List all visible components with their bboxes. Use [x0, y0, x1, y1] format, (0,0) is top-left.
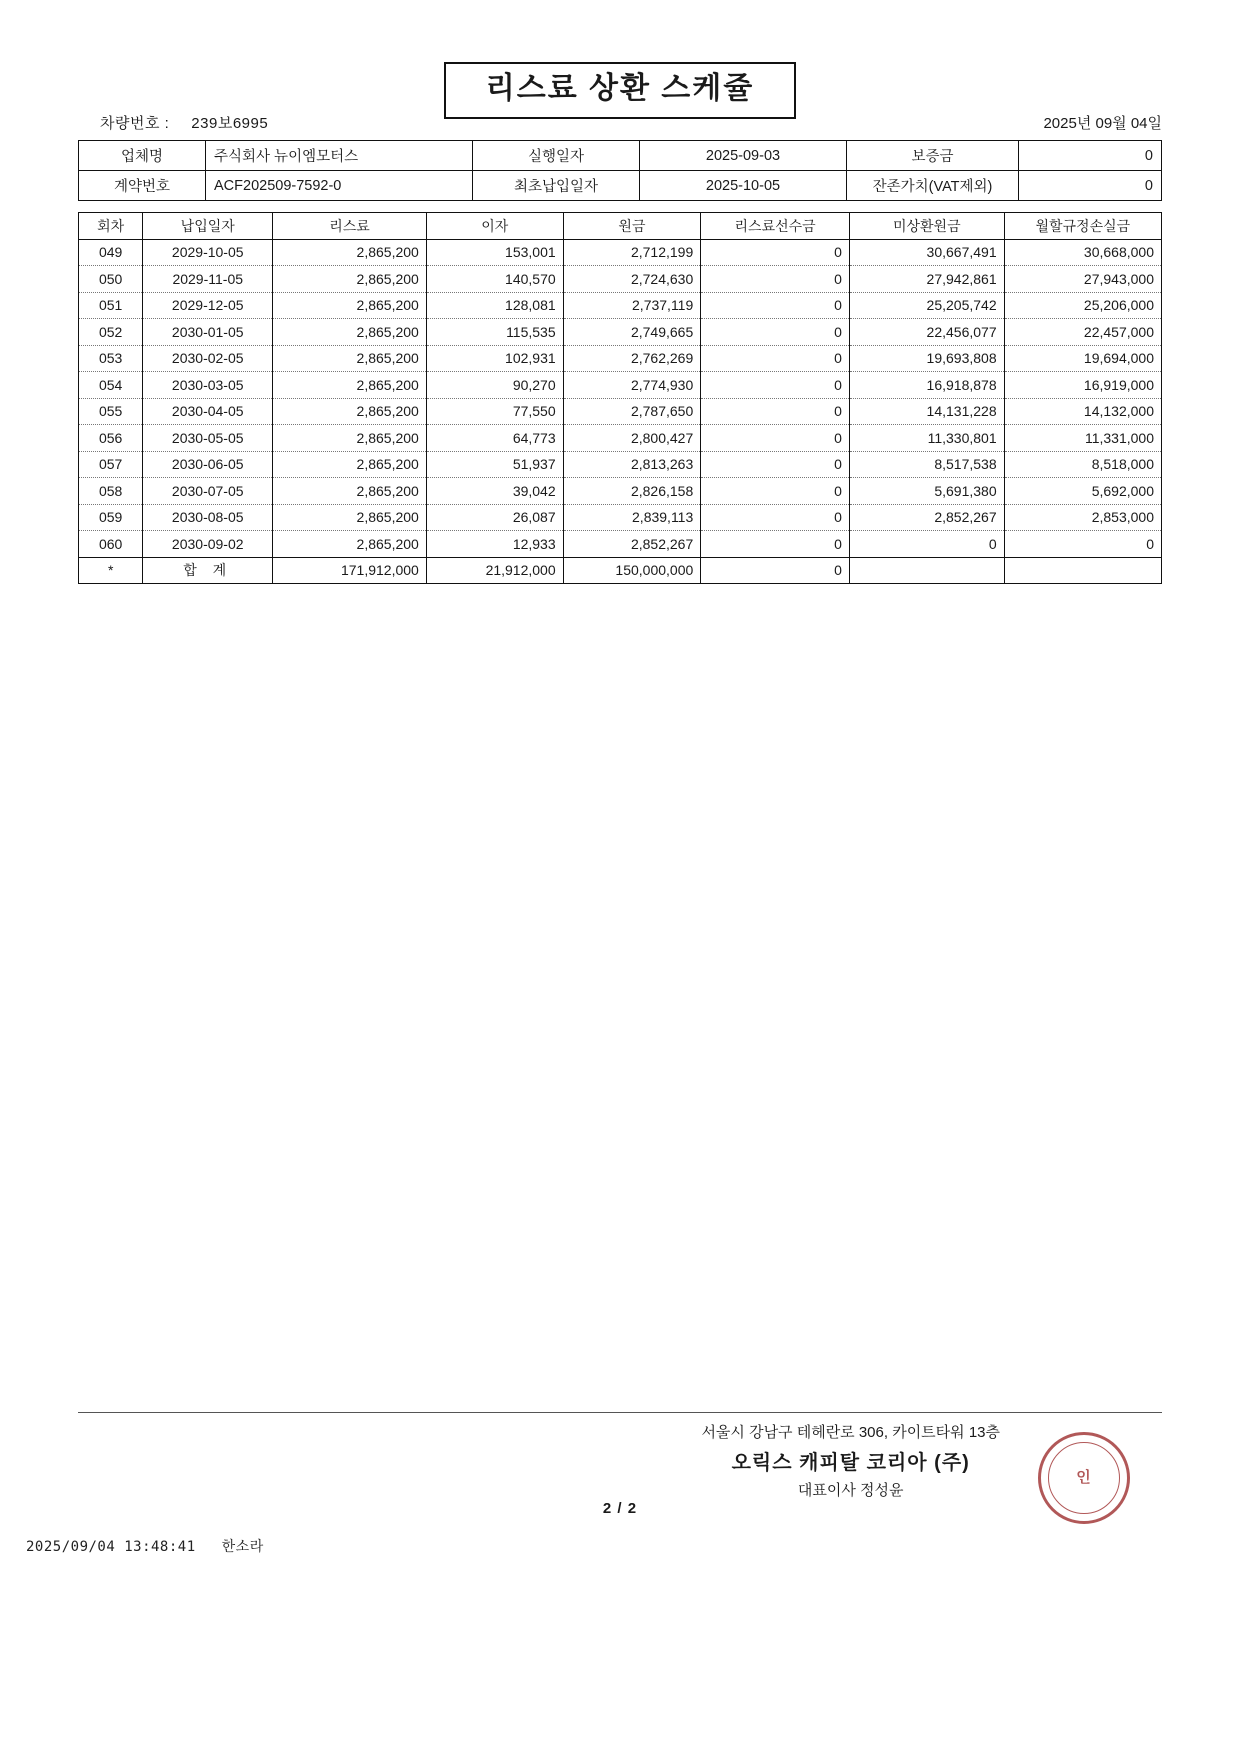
- table-row: [79, 425, 1162, 452]
- cell-fee: 2,865,200: [273, 398, 427, 425]
- cell-prepaid: 0: [701, 451, 850, 478]
- cell-no: 053: [79, 345, 143, 372]
- cell-outstanding: 16,918,878: [849, 372, 1004, 399]
- cell-loss: 2,853,000: [1004, 504, 1161, 531]
- print-datetime: 2025/09/04 13:48:41: [26, 1539, 196, 1555]
- contract-label: 계약번호: [79, 171, 206, 201]
- residual-label: 잔존가치(VAT제외): [847, 171, 1019, 201]
- info-row-1: [79, 141, 1162, 171]
- cell-interest: 153,001: [426, 239, 563, 266]
- first-payment-value: 2025-10-05: [640, 171, 847, 201]
- cell-date: 2029-10-05: [143, 239, 273, 266]
- cell-principal: 2,787,650: [563, 398, 701, 425]
- cell-interest: 140,570: [426, 266, 563, 293]
- cell-date: 2030-01-05: [143, 319, 273, 346]
- table-row: [79, 239, 1162, 266]
- cell-no: 057: [79, 451, 143, 478]
- cell-fee: 2,865,200: [273, 292, 427, 319]
- cell-principal: 2,813,263: [563, 451, 701, 478]
- cell-principal: 2,737,119: [563, 292, 701, 319]
- cell-outstanding: 11,330,801: [849, 425, 1004, 452]
- cell-no: 059: [79, 504, 143, 531]
- cell-prepaid: 0: [701, 292, 850, 319]
- cell-loss: 8,518,000: [1004, 451, 1161, 478]
- cell-outstanding: 22,456,077: [849, 319, 1004, 346]
- cell-fee: 2,865,200: [273, 319, 427, 346]
- col-header-outstanding: 미상환원금: [849, 213, 1004, 240]
- cell-prepaid: 0: [701, 239, 850, 266]
- cell-outstanding: 30,667,491: [849, 239, 1004, 266]
- issuer-address: 서울시 강남구 테헤란로 306, 카이트타워 13층: [701, 1424, 1000, 1441]
- table-body: [79, 239, 1162, 584]
- exec-date-label: 실행일자: [473, 141, 640, 171]
- cell-prepaid: 0: [701, 531, 850, 558]
- table-row: [79, 372, 1162, 399]
- cell-prepaid: 0: [701, 372, 850, 399]
- cell-interest: 128,081: [426, 292, 563, 319]
- vehicle-number-group: [100, 112, 268, 133]
- print-stamp: [26, 1536, 264, 1556]
- cell-outstanding: 27,942,861: [849, 266, 1004, 293]
- cell-principal: 2,774,930: [563, 372, 701, 399]
- cell-date: 2030-06-05: [143, 451, 273, 478]
- cell-prepaid: 0: [701, 478, 850, 505]
- table-row: [79, 451, 1162, 478]
- cell-loss: 19,694,000: [1004, 345, 1161, 372]
- cell-date: 2030-08-05: [143, 504, 273, 531]
- cell-prepaid: 0: [701, 266, 850, 293]
- cell-loss: 25,206,000: [1004, 292, 1161, 319]
- cell-loss: 22,457,000: [1004, 319, 1161, 346]
- col-header-fee: 리스료: [273, 213, 427, 240]
- deposit-label: 보증금: [847, 141, 1019, 171]
- cell-principal: 2,826,158: [563, 478, 701, 505]
- total-label: 합 계: [143, 557, 273, 584]
- table-row: [79, 398, 1162, 425]
- contract-value: ACF202509-7592-0: [206, 171, 473, 201]
- cell-prepaid: 0: [701, 345, 850, 372]
- cell-no: 056: [79, 425, 143, 452]
- cell-loss: 16,919,000: [1004, 372, 1161, 399]
- cell-date: 2029-12-05: [143, 292, 273, 319]
- cell-principal: 2,762,269: [563, 345, 701, 372]
- table-row: [79, 345, 1162, 372]
- cell-no: 054: [79, 372, 143, 399]
- col-header-prepaid: 리스료선수금: [701, 213, 850, 240]
- cell-outstanding: 19,693,808: [849, 345, 1004, 372]
- residual-value: 0: [1019, 171, 1162, 201]
- cell-date: 2029-11-05: [143, 266, 273, 293]
- cell-no: 055: [79, 398, 143, 425]
- total-principal: 150,000,000: [563, 557, 701, 584]
- cell-loss: 0: [1004, 531, 1161, 558]
- cell-fee: 2,865,200: [273, 504, 427, 531]
- deposit-value: 0: [1019, 141, 1162, 171]
- footer-divider: [78, 1412, 1162, 1413]
- total-marker: *: [79, 557, 143, 584]
- cell-fee: 2,865,200: [273, 425, 427, 452]
- title-container: [0, 62, 1240, 119]
- table-header-row: [79, 213, 1162, 240]
- cell-outstanding: 5,691,380: [849, 478, 1004, 505]
- cell-fee: 2,865,200: [273, 478, 427, 505]
- cell-no: 050: [79, 266, 143, 293]
- cell-principal: 2,800,427: [563, 425, 701, 452]
- cell-interest: 12,933: [426, 531, 563, 558]
- table-row: [79, 319, 1162, 346]
- cell-interest: 90,270: [426, 372, 563, 399]
- table-row: [79, 504, 1162, 531]
- cell-no: 060: [79, 531, 143, 558]
- table-row: [79, 531, 1162, 558]
- col-header-no: 회차: [79, 213, 143, 240]
- total-fee: 171,912,000: [273, 557, 427, 584]
- cell-interest: 39,042: [426, 478, 563, 505]
- cell-no: 049: [79, 239, 143, 266]
- cell-date: 2030-09-02: [143, 531, 273, 558]
- cell-outstanding: 2,852,267: [849, 504, 1004, 531]
- contract-info-table: [78, 140, 1162, 201]
- cell-interest: 26,087: [426, 504, 563, 531]
- cell-loss: 14,132,000: [1004, 398, 1161, 425]
- cell-prepaid: 0: [701, 319, 850, 346]
- seal-text: 인: [1048, 1442, 1120, 1514]
- cell-fee: 2,865,200: [273, 266, 427, 293]
- cell-principal: 2,839,113: [563, 504, 701, 531]
- company-value: 주식회사 뉴이엠모터스: [206, 141, 473, 171]
- cell-loss: 30,668,000: [1004, 239, 1161, 266]
- cell-no: 058: [79, 478, 143, 505]
- cell-prepaid: 0: [701, 398, 850, 425]
- page-number: 2 / 2: [602, 1500, 638, 1517]
- cell-no: 051: [79, 292, 143, 319]
- document-title: 리스료 상환 스케쥴: [444, 62, 797, 119]
- exec-date-value: 2025-09-03: [640, 141, 847, 171]
- cell-fee: 2,865,200: [273, 239, 427, 266]
- cell-principal: 2,852,267: [563, 531, 701, 558]
- cell-loss: 5,692,000: [1004, 478, 1161, 505]
- cell-fee: 2,865,200: [273, 451, 427, 478]
- cell-no: 052: [79, 319, 143, 346]
- issuer-block: [701, 1422, 1000, 1502]
- cell-outstanding: 25,205,742: [849, 292, 1004, 319]
- total-loss: [1004, 557, 1161, 584]
- cell-outstanding: 0: [849, 531, 1004, 558]
- issuer-company: 오릭스 캐피탈 코리아 (주): [731, 1451, 970, 1474]
- cell-interest: 102,931: [426, 345, 563, 372]
- total-outstanding: [849, 557, 1004, 584]
- info-row-2: [79, 171, 1162, 201]
- col-header-principal: 원금: [563, 213, 701, 240]
- cell-date: 2030-05-05: [143, 425, 273, 452]
- table-row: [79, 292, 1162, 319]
- cell-fee: 2,865,200: [273, 372, 427, 399]
- table-row: [79, 478, 1162, 505]
- cell-principal: 2,749,665: [563, 319, 701, 346]
- cell-outstanding: 14,131,228: [849, 398, 1004, 425]
- first-payment-label: 최초납입일자: [473, 171, 640, 201]
- cell-interest: 51,937: [426, 451, 563, 478]
- cell-date: 2030-04-05: [143, 398, 273, 425]
- repayment-schedule-table: [78, 212, 1162, 584]
- cell-interest: 64,773: [426, 425, 563, 452]
- print-user: 한소라: [221, 1538, 264, 1554]
- col-header-loss: 월할규정손실금: [1004, 213, 1161, 240]
- cell-loss: 27,943,000: [1004, 266, 1161, 293]
- cell-fee: 2,865,200: [273, 531, 427, 558]
- col-header-date: 납입일자: [143, 213, 273, 240]
- vehicle-number-value: 239보6995: [191, 115, 269, 132]
- cell-fee: 2,865,200: [273, 345, 427, 372]
- table-total-row: [79, 557, 1162, 584]
- cell-interest: 115,535: [426, 319, 563, 346]
- total-interest: 21,912,000: [426, 557, 563, 584]
- issuer-ceo: 대표이사 정성윤: [797, 1481, 904, 1499]
- cell-prepaid: 0: [701, 504, 850, 531]
- cell-principal: 2,712,199: [563, 239, 701, 266]
- table-row: [79, 266, 1162, 293]
- cell-date: 2030-02-05: [143, 345, 273, 372]
- issue-date: 2025년 09월 04일: [1043, 115, 1162, 132]
- cell-loss: 11,331,000: [1004, 425, 1161, 452]
- cell-prepaid: 0: [701, 425, 850, 452]
- vehicle-number-label: 차량번호 :: [100, 115, 170, 132]
- cell-date: 2030-07-05: [143, 478, 273, 505]
- company-label: 업체명: [79, 141, 206, 171]
- cell-principal: 2,724,630: [563, 266, 701, 293]
- total-prepaid: 0: [701, 557, 850, 584]
- cell-outstanding: 8,517,538: [849, 451, 1004, 478]
- cell-date: 2030-03-05: [143, 372, 273, 399]
- col-header-interest: 이자: [426, 213, 563, 240]
- cell-interest: 77,550: [426, 398, 563, 425]
